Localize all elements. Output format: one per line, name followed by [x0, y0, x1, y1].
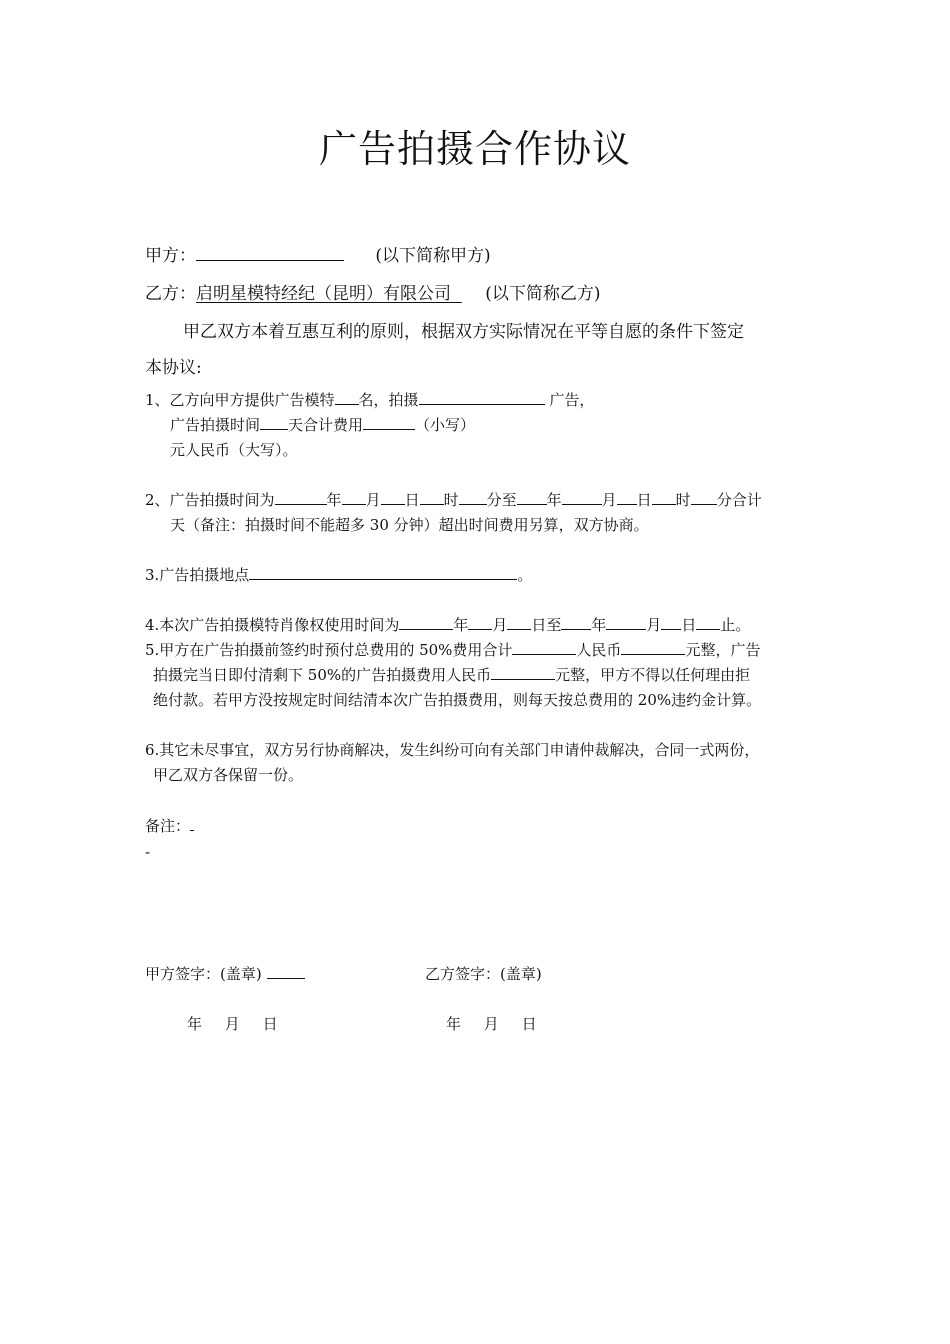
clause-5-text-d: 拍摄完当日即付清剩下 50%的广告拍摄费用人民币: [153, 666, 492, 684]
clause-5-line-3: 绝付款。若甲方没按规定时间结清本次广告拍摄费用，则每天按总费用的 20%违约金计算。: [153, 691, 762, 709]
clause-3-text: 3.广告拍摄地点: [145, 566, 250, 584]
clause-2-day: 日: [404, 491, 420, 509]
party-b-line: [145, 279, 600, 304]
clause-2-year: 年: [326, 491, 342, 509]
intro-line-1: 甲乙双方本着互惠互利的原则，根据双方实际情况在平等自愿的条件下签定: [183, 322, 744, 342]
remarks-mark: -: [145, 843, 151, 861]
clause-5-text-b: 人民币: [576, 641, 622, 659]
date-a-day: 日: [262, 1015, 278, 1033]
clause-2-line-2: 天（备注：拍摄时间不能超多 30 分钟）超出时间费用另算，双方协商。: [170, 516, 649, 534]
clause-2-month-2: 月: [601, 491, 617, 509]
clause-4-day: 日: [681, 616, 697, 634]
clause-1-line-1: [145, 389, 594, 410]
date-b-day: 日: [521, 1015, 537, 1033]
signature-a-blank: [267, 964, 305, 979]
clause-2-hour-2: 时: [675, 491, 691, 509]
clause-4-end: 止。: [720, 616, 751, 634]
intro-line-2: 本协议:: [145, 358, 202, 378]
signature-a-label: 甲方签字：(盖章): [145, 965, 262, 983]
clause-2-hour: 时: [443, 491, 459, 509]
date-a-month: 月: [224, 1015, 240, 1033]
clause-5-text-a: 5.甲方在广告拍摄前签约时预付总费用的 50%费用合计: [145, 641, 513, 659]
clause-1-text-a: 1、乙方向甲方提供广告模特: [145, 391, 335, 409]
clause-2-text-a: 2、广告拍摄时间为: [145, 491, 275, 509]
clause-5-line-2: [153, 664, 750, 685]
date-b-month: 月: [483, 1015, 499, 1033]
clause-1-line-3: 元人民币（大写）。: [170, 441, 298, 459]
clause-4-year-2: 年: [591, 616, 607, 634]
clause-6-line-1: 6.其它未尽事宜，双方另行协商解决，发生纠纷可向有关部门申请仲裁解决，合同一式两份，: [145, 741, 760, 759]
signature-b-date: [446, 1013, 537, 1034]
party-a-label: 甲方：: [145, 246, 196, 266]
clause-4-day-to: 日至: [531, 616, 562, 634]
clause-2-month: 月: [365, 491, 381, 509]
party-b-note: (以下简称乙方): [485, 284, 601, 304]
date-a-year: 年: [187, 1015, 203, 1033]
clause-1-text-d: 广告拍摄时间: [170, 416, 261, 434]
clause-2-line-1: [145, 489, 762, 510]
clause-2-minute-to: 分至: [486, 491, 517, 509]
clause-5-text-c: 元整，广告: [685, 641, 761, 659]
clause-1-text-e: 天合计费用: [288, 416, 364, 434]
signature-a-date: [187, 1013, 278, 1034]
clause-4-line: [145, 614, 750, 635]
clause-2-day-2: 日: [636, 491, 652, 509]
clause-5-text-e: 元整，甲方不得以任何理由拒: [555, 666, 751, 684]
signature-b-label: 乙方签字：(盖章): [425, 965, 542, 983]
remarks-label: 备注：: [145, 817, 191, 835]
clause-6-line-2: 甲乙双方各保留一份。: [153, 766, 304, 784]
clause-4-year: 年: [453, 616, 469, 634]
party-a-line: [145, 241, 491, 266]
clause-1-text-f: （小写）: [415, 416, 476, 434]
clause-3-line: [145, 564, 532, 585]
clause-1-text-b: 名，拍摄: [358, 391, 419, 409]
date-b-year: 年: [446, 1015, 462, 1033]
clause-4-month-2: 月: [646, 616, 662, 634]
clause-1-text-c: 广告，: [549, 391, 595, 409]
clause-4-month: 月: [492, 616, 508, 634]
clause-5-line-1: [145, 639, 760, 660]
clause-3-end: 。: [517, 566, 533, 584]
party-a-note: (以下简称甲方): [375, 246, 491, 266]
party-b-name: 启明星模特经纪（昆明）有限公司: [196, 284, 451, 304]
remarks-line: [145, 815, 194, 836]
page-title: 广告拍摄合作协议: [318, 127, 631, 171]
party-b-label: 乙方：: [145, 284, 196, 304]
clause-1-line-2: [170, 414, 475, 435]
clause-4-text: 4.本次广告拍摄模特肖像权使用时间为: [145, 616, 400, 634]
party-a-blank: [196, 246, 344, 261]
clause-2-year-2: 年: [546, 491, 562, 509]
signature-a: [145, 963, 305, 984]
clause-2-end: 分合计: [716, 491, 762, 509]
